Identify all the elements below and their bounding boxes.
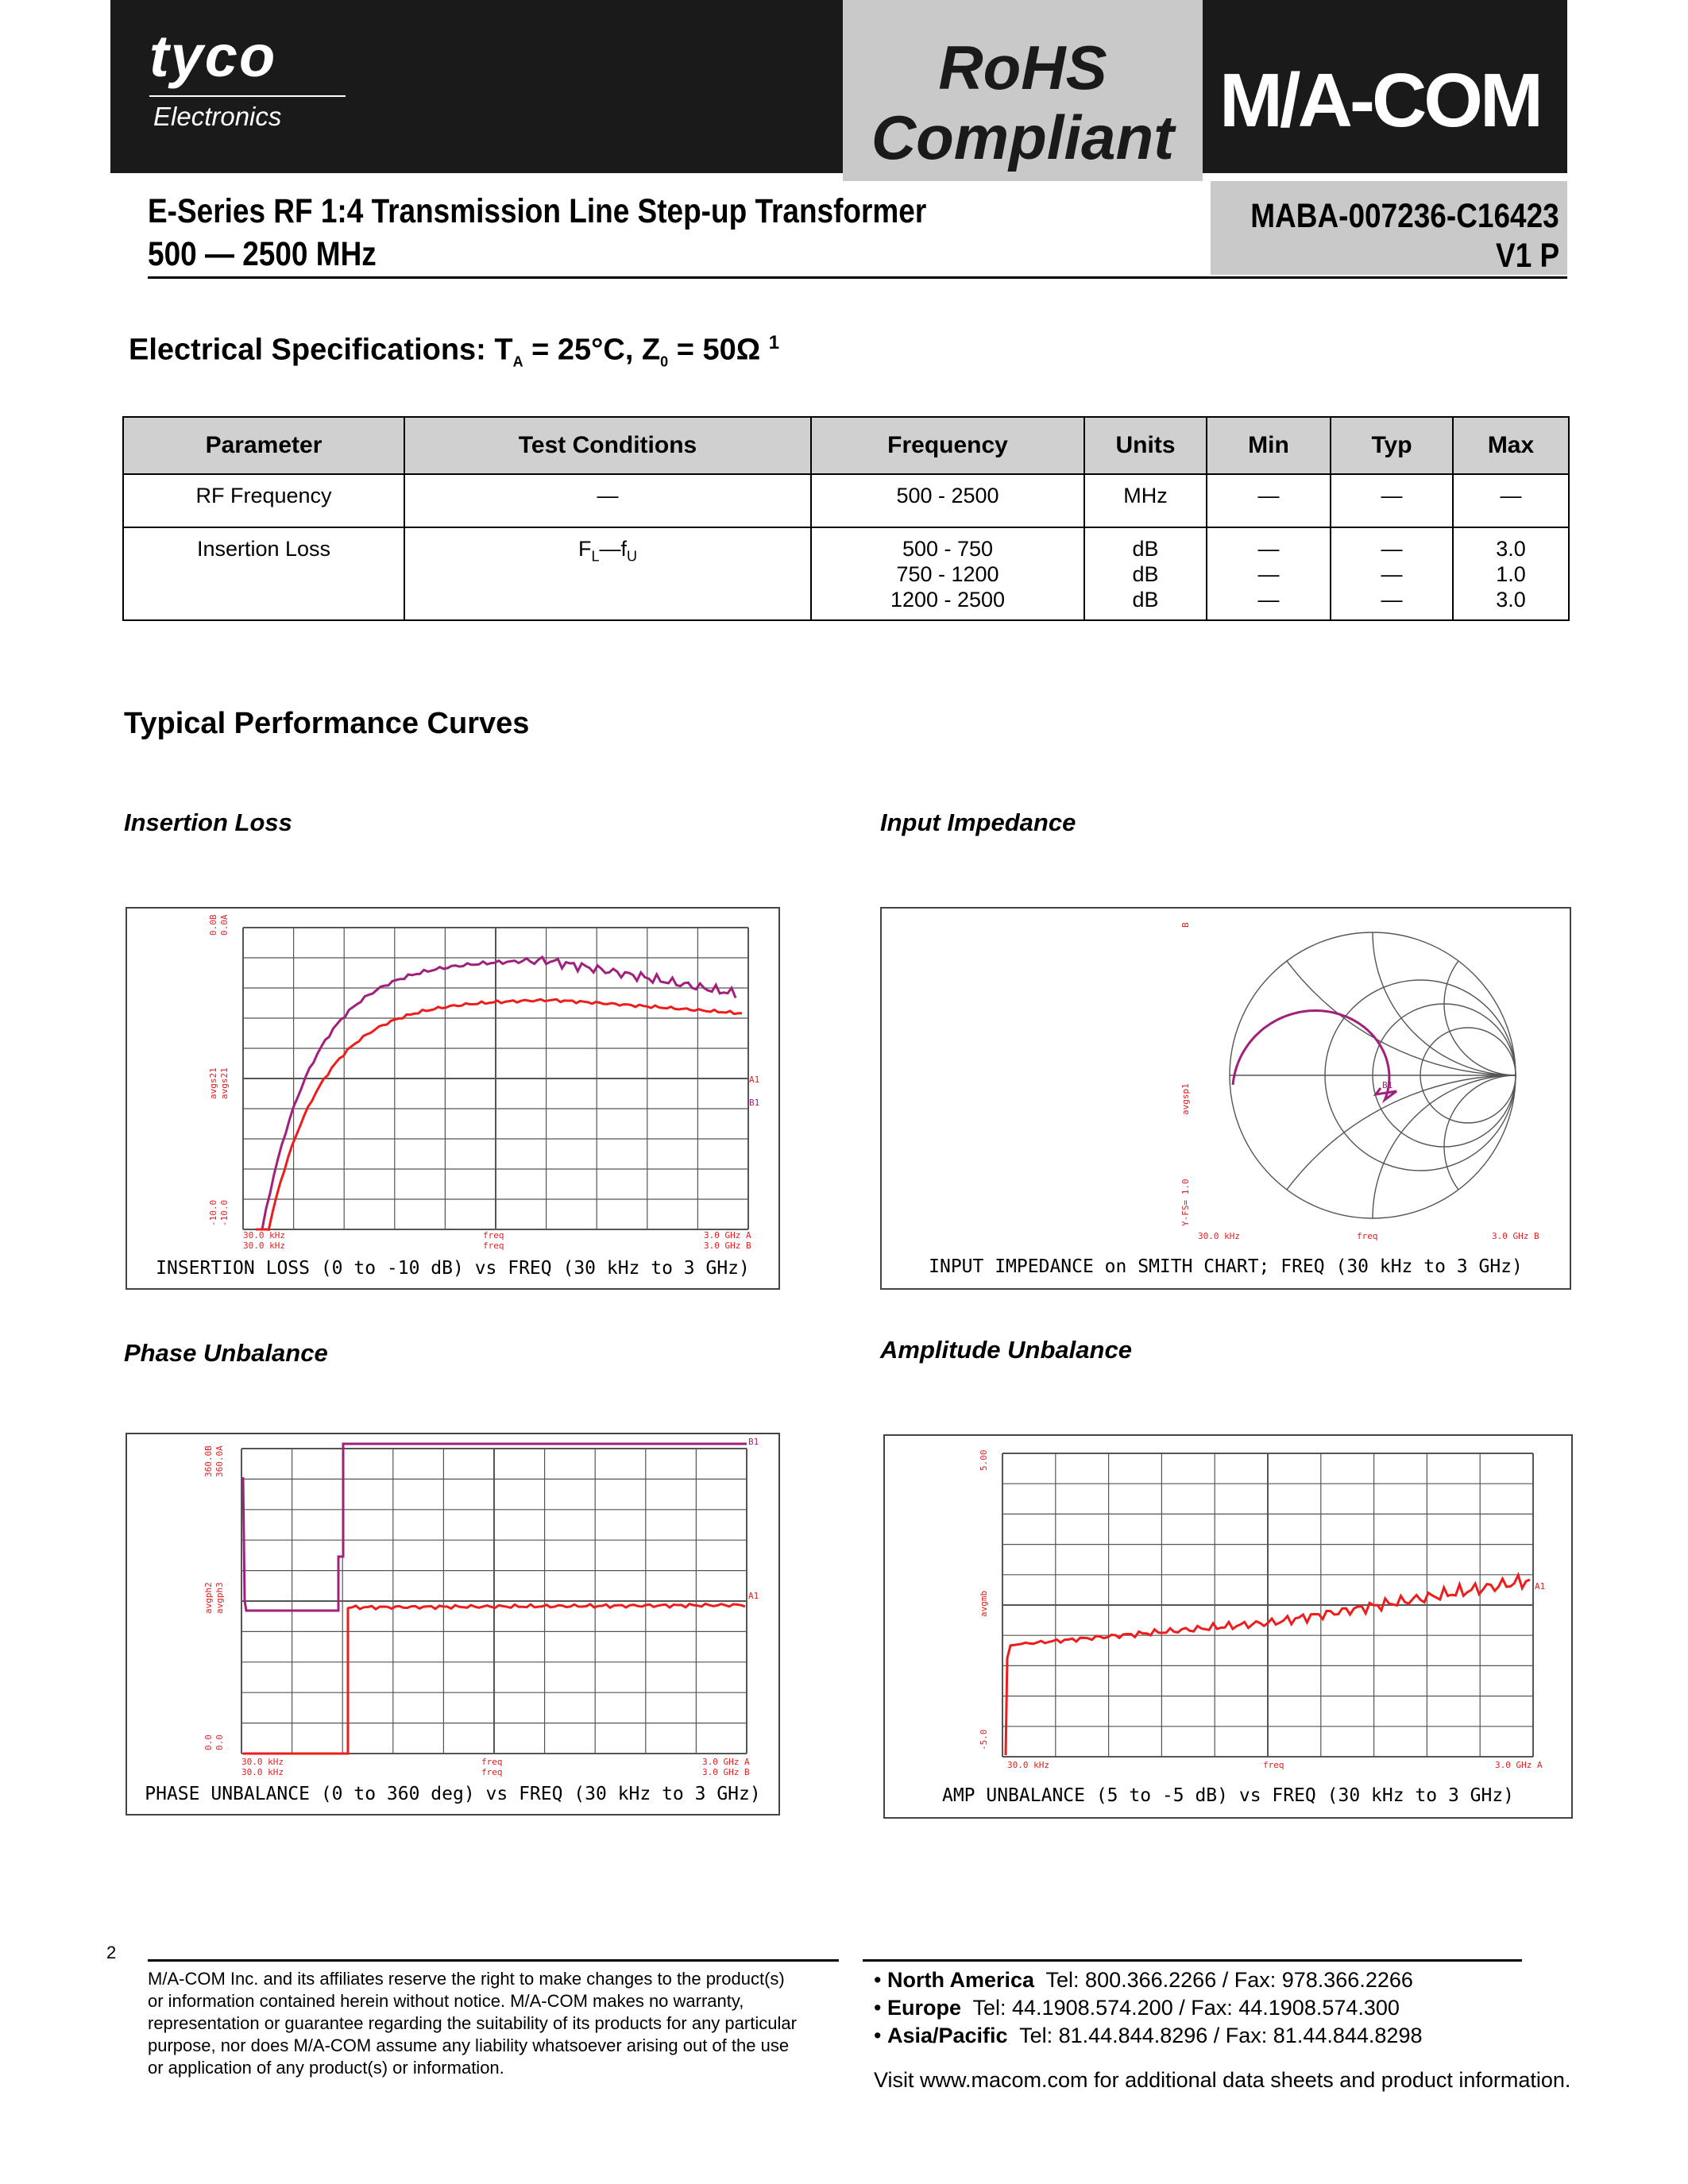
table-header-row — [123, 417, 1569, 474]
ph-x-mid-1: freq — [481, 1757, 503, 1767]
ph-x-start-2: 30.0 kHz — [241, 1767, 284, 1777]
smith-x-end: 3.0 GHz B — [1492, 1231, 1539, 1241]
input-impedance-caption: INPUT IMPEDANCE on SMITH CHART; FREQ (30 kHz to 3 GHz) — [929, 1256, 1523, 1277]
phase-unbalance-title: Phase Unbalance — [124, 1339, 328, 1367]
smith-x-start: 30.0 kHz — [1198, 1231, 1240, 1241]
ph-x-mid-2: freq — [481, 1767, 503, 1777]
cell-conditions: $F_L—f_U$ — [404, 527, 811, 620]
tyco-logo: tyco — [149, 23, 277, 89]
contact-europe: • Europe Tel: 44.1908.574.200 / Fax: 44.1908.574.300 — [874, 1996, 1400, 2020]
amp-x-start: 30.0 kHz — [1007, 1760, 1049, 1770]
il-x-end-2: 3.0 GHz B — [704, 1241, 751, 1251]
revision: V1 P — [1495, 237, 1559, 275]
col-frequency: Frequency — [811, 417, 1084, 474]
tyco-logo-sub: Electronics — [153, 102, 282, 131]
cell-typ: — — [1331, 474, 1453, 527]
logo-rule — [149, 95, 346, 97]
footer-rule-right — [863, 1959, 1522, 1962]
il-x-end-1: 3.0 GHz A — [704, 1230, 751, 1241]
ph-marker-b: B1 — [748, 1437, 759, 1447]
smith-reactance-arc — [1444, 932, 1570, 1075]
smith-reactance-arc — [1444, 1075, 1570, 1218]
ph-x-end-2: 3.0 GHz B — [702, 1767, 750, 1777]
amplitude-unbalance-caption: AMP UNBALANCE (5 to -5 dB) vs FREQ (30 kHz to 3 GHz) — [941, 1785, 1515, 1806]
macom-logo: M/A-COM — [1219, 58, 1540, 143]
il-trace-red — [256, 999, 742, 1230]
doc-subtitle: 500 — 2500 MHz — [148, 235, 377, 273]
cell-conditions: — — [404, 474, 811, 527]
col-min: Min — [1207, 417, 1331, 474]
part-number: MABA-007236-C16423 — [1250, 197, 1559, 235]
contact-list — [874, 1966, 1422, 2050]
il-mid-label-2: avgs21 — [219, 1067, 230, 1099]
insertion-loss-caption: INSERTION LOSS (0 to -10 dB) vs FREQ (30 kHz to 3 GHz) — [156, 1258, 750, 1279]
performance-heading: Typical Performance Curves — [124, 707, 530, 740]
amp-bot-label: -5.0 — [979, 1729, 989, 1750]
cell-min: — — [1207, 474, 1331, 527]
disclaimer: M/A-COM Inc. and its affiliates reserve the right to make changes to the product(s) or information contained herein without notice. M/A-COM makes no warranty, representation or guarantee regarding the suitability of its products for any particular purpose, nor does M/A-COM assume any liability whatsoever arising out of the use or application of any product(s) or information. — [148, 1969, 797, 2078]
cell-max: — — [1453, 474, 1569, 527]
col-typ: Typ — [1331, 417, 1453, 474]
ph-top-label-b: 360.0B — [203, 1445, 214, 1477]
insertion-loss-plot — [127, 909, 778, 1288]
table-row — [123, 527, 1569, 620]
il-bot-label-2: -10.0 — [219, 1199, 230, 1226]
cell-parameter: RF Frequency — [123, 474, 404, 527]
cell-max: 3.0 1.0 3.0 — [1453, 527, 1569, 620]
footer-rule-left — [148, 1959, 839, 1962]
amp-mid-label: avgmb — [979, 1590, 989, 1617]
smith-marker: B1 — [1382, 1080, 1393, 1090]
col-conditions: Test Conditions — [404, 417, 811, 474]
cell-parameter: Insertion Loss — [123, 527, 404, 620]
smith-side-label-2: Y-FS= 1.0 — [1180, 1179, 1191, 1226]
il-x-start-1: 30.0 kHz — [243, 1230, 285, 1241]
amp-x-mid: freq — [1263, 1760, 1284, 1770]
ph-top-label-a: 360.0A — [214, 1445, 225, 1477]
compliant-label: Compliant — [871, 102, 1175, 172]
ph-bot-label-2: 0.0 — [214, 1734, 225, 1750]
phase-unbalance-caption: PHASE UNBALANCE (0 to 360 deg) vs FREQ (30 kHz to 3 GHz) — [145, 1784, 761, 1804]
insertion-loss-chart — [126, 907, 780, 1290]
amplitude-grid — [1002, 1453, 1533, 1757]
il-marker-b: B1 — [749, 1098, 760, 1108]
rohs-label: RoHS — [938, 33, 1107, 102]
cell-frequency: 500 - 750 750 - 1200 1200 - 2500 — [811, 527, 1084, 620]
il-top-label-a: 0.0A — [219, 914, 230, 936]
col-parameter: Parameter — [123, 417, 404, 474]
smith-chart-plot — [882, 909, 1570, 1288]
input-impedance-title: Input Impedance — [880, 808, 1076, 836]
ph-marker-a: A1 — [748, 1591, 759, 1601]
smith-side-label: avgsp1 — [1180, 1083, 1191, 1115]
il-x-start-2: 30.0 kHz — [243, 1241, 285, 1251]
smith-top-label: B — [1180, 922, 1191, 928]
page-number: 2 — [106, 1943, 117, 1962]
amp-top-label: 5.00 — [979, 1449, 989, 1471]
header-rule — [148, 276, 1567, 279]
smith-trace — [1233, 1011, 1396, 1100]
col-max: Max — [1453, 417, 1569, 474]
spec-heading: Electrical Specifications: $T_A = 25^\circ C$, $Z_0 = 50\Omega$ $^1$ — [129, 332, 780, 370]
phase-grid — [241, 1449, 747, 1754]
table-row — [123, 474, 1569, 527]
visit-link[interactable]: Visit www.macom.com for additional data sheets and product information. — [874, 2068, 1571, 2092]
spec-table — [122, 416, 1570, 621]
insertion-loss-grid — [243, 928, 748, 1229]
doc-title: E-Series RF 1:4 Transmission Line Step-up Transformer — [148, 192, 927, 230]
il-marker-a: A1 — [749, 1075, 760, 1085]
ph-x-end-1: 3.0 GHz A — [702, 1757, 750, 1767]
contact-north-america: • North America Tel: 800.366.2266 / Fax: 978.366.2266 — [874, 1968, 1413, 1992]
il-bot-label-1: -10.0 — [208, 1199, 218, 1226]
ph-mid-label-2: avgph3 — [214, 1582, 225, 1614]
ph-bot-label-1: 0.0 — [203, 1734, 214, 1750]
il-x-mid-1: freq — [483, 1230, 504, 1241]
col-units: Units — [1084, 417, 1207, 474]
ph-x-start-1: 30.0 kHz — [241, 1757, 284, 1767]
phase-unbalance-plot — [127, 1434, 778, 1814]
smith-reactance-arc — [1373, 909, 1570, 1075]
cell-frequency: 500 - 2500 — [811, 474, 1084, 527]
input-impedance-chart — [880, 907, 1571, 1290]
amplitude-unbalance-chart — [883, 1434, 1573, 1819]
phase-unbalance-chart — [126, 1433, 780, 1815]
smith-x-mid: freq — [1357, 1231, 1378, 1241]
amplitude-unbalance-title: Amplitude Unbalance — [880, 1336, 1132, 1364]
amplitude-unbalance-plot — [885, 1436, 1571, 1817]
amp-marker: A1 — [1535, 1581, 1546, 1592]
il-mid-label-1: avgs21 — [208, 1067, 218, 1099]
ph-mid-label-1: avgph2 — [203, 1582, 214, 1614]
il-top-label-b: 0.0B — [208, 914, 218, 936]
contact-asia-pacific: • Asia/Pacific Tel: 81.44.844.8296 / Fax: 81.44.844.8298 — [874, 2024, 1423, 2047]
insertion-loss-title: Insertion Loss — [124, 808, 292, 836]
amp-x-end: 3.0 GHz A — [1495, 1760, 1543, 1770]
cell-typ: — — — — [1331, 527, 1453, 620]
smith-reactance-arc — [1230, 909, 1570, 1075]
cell-min: — — — — [1207, 527, 1331, 620]
cell-units: MHz — [1084, 474, 1207, 527]
il-x-mid-2: freq — [483, 1241, 504, 1251]
cell-units: dB dB dB — [1084, 527, 1207, 620]
